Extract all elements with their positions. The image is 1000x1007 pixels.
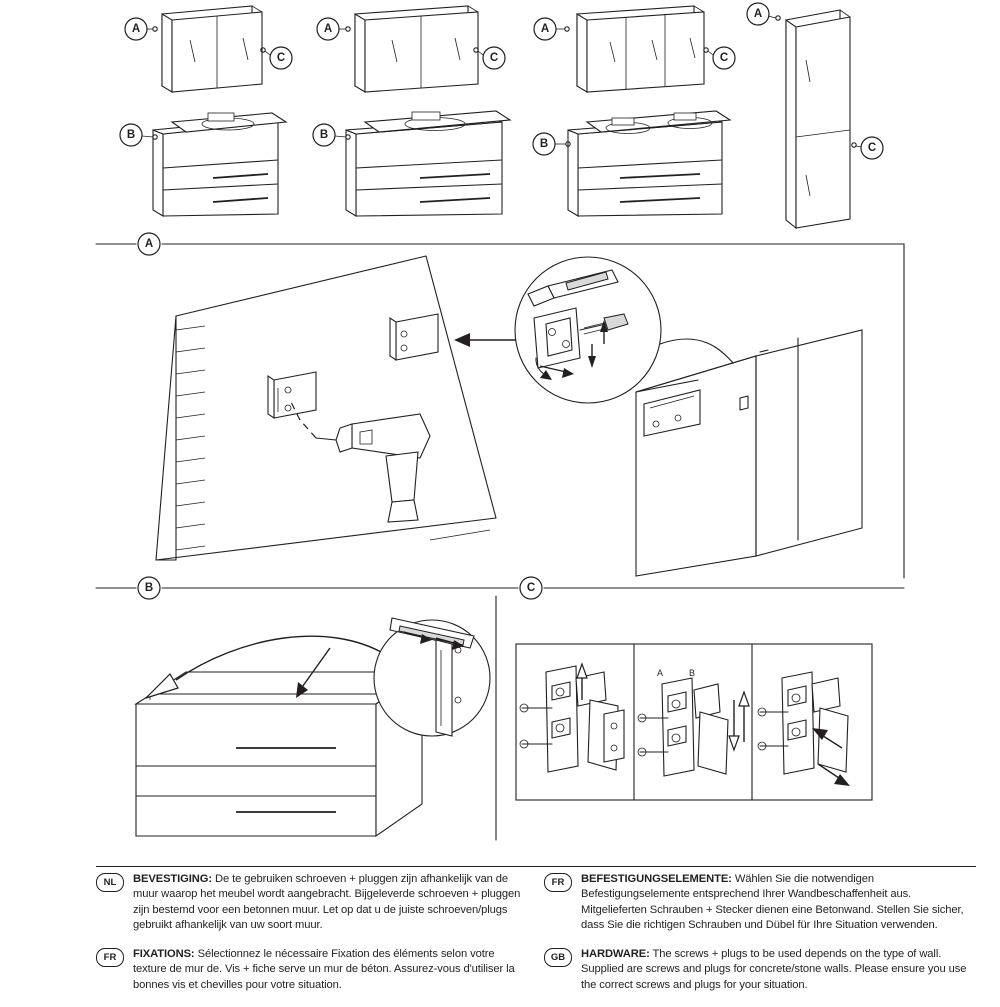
footer-notes	[96, 872, 976, 1007]
svg-text:B: B	[319, 129, 329, 141]
svg-text:B: B	[144, 582, 154, 594]
footer-text-de	[581, 872, 976, 933]
svg-text:B: B	[539, 138, 549, 150]
footer-heading-de: BEFESTIGUNGSELEMENTE:	[581, 873, 732, 885]
footer-body-fr: Sélectionnez le nécessaire Fixation des éléments selon votre texture de mur de. Vis + fiche serve un mur de béton. Assurez-vous d'utiliser la bonnes vis et chevilles pour votre situation.	[133, 948, 515, 991]
footer-entry-de	[536, 872, 976, 933]
section-a-wall-drill	[156, 256, 862, 576]
svg-text:C: C	[526, 582, 536, 594]
footer-heading-nl: BEVESTIGING:	[133, 873, 212, 885]
product-1-group	[120, 6, 292, 216]
svg-text:C: C	[867, 142, 877, 154]
svg-text:C: C	[489, 52, 499, 64]
svg-text:C: C	[276, 52, 286, 64]
footer-text-nl	[133, 872, 522, 933]
base-unit-3	[568, 111, 730, 216]
footer-entry-gb	[536, 947, 976, 993]
footer-body-nl: De te gebruiken schroeven + pluggen zijn afhankelijk van de muur waarop het meubel wordt aangebracht. Bijgeleverde schroeven + pluggen zijn bestemd voor een betonnen muur. Let op dat u de juiste schroeven/plugs gebruikt afhankelijk van uw soort muur.	[133, 873, 521, 931]
mirror-cabinet-2	[355, 6, 478, 92]
rail-detail-circle	[374, 618, 490, 736]
footer-body-de: Wählen Sie die notwendigen Befestigungselemente entsprechend Ihrer Wandbeschaffenheit aus. Mitgelieferten Schrauben + Stecker dienen eine Betonwand. Stellen Sie sicher, dass Sie die richtigen Schrauben und Dübel für Ihre Situation verwenden.	[581, 873, 964, 931]
hanging-cabinet	[636, 330, 862, 576]
base-unit-1	[153, 113, 286, 216]
footer-entry-fr	[96, 947, 536, 993]
product-2-group	[313, 6, 510, 216]
base-unit-2	[346, 111, 510, 216]
mirror-cabinet-1	[162, 6, 262, 92]
footer-heading-gb: HARDWARE:	[581, 948, 650, 961]
section-c-hinge-steps	[516, 644, 872, 800]
lang-badge-gb: GB	[544, 948, 572, 967]
footer-body-gb: The screws + plugs to be used depends on the type of wall. Supplied are screws and plugs for concrete/stone walls. Please ensure you use the correct screws and plugs for your situation.	[581, 948, 967, 991]
mirror-cabinet-3	[577, 6, 704, 92]
section-b-vanity	[136, 618, 490, 836]
lang-badge-fr: FR	[96, 948, 124, 967]
svg-text:A: A	[753, 8, 763, 20]
lang-badge-nl: NL	[96, 873, 124, 892]
svg-text:A: A	[144, 238, 154, 250]
svg-text:C: C	[719, 52, 729, 64]
svg-text:A: A	[131, 23, 141, 35]
footer-divider	[96, 866, 976, 867]
footer-entry-nl	[96, 872, 536, 933]
drill-tool	[290, 400, 430, 522]
svg-text:B: B	[126, 129, 136, 141]
footer-text-gb	[581, 947, 976, 993]
footer-heading-fr: FIXATIONS:	[133, 948, 195, 961]
lang-badge-de: FR	[544, 873, 572, 892]
svg-text:A: A	[540, 23, 550, 35]
product-3-group	[533, 6, 735, 216]
product-4-tall-column	[747, 3, 883, 228]
footer-text-fr	[133, 947, 522, 993]
bracket-detail-circle	[515, 257, 661, 403]
svg-text:A: A	[323, 23, 333, 35]
svg-text:A: A	[656, 668, 664, 678]
svg-text:B: B	[688, 668, 696, 678]
